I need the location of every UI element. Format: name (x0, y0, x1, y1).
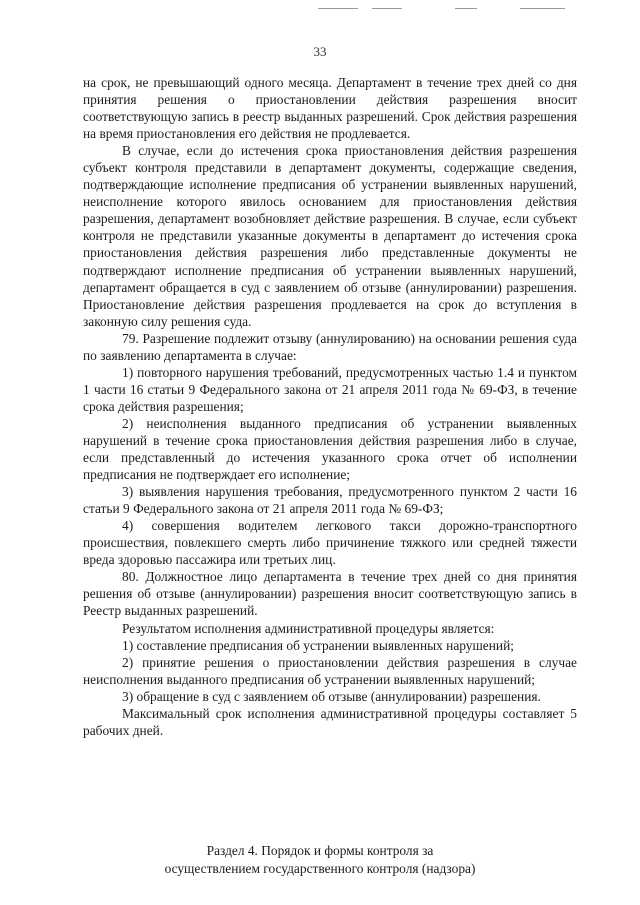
list-item: 1) повторного нарушения требований, предусмотренных частью 1.4 и пунктом 1 части 16 статьи 9 Федерального закона от 21 апреля 2011 года № 69-ФЗ, в течение срока действия разрешения; (83, 364, 577, 414)
page-number: 33 (313, 44, 327, 59)
list-item: 4) совершения водителем легкового такси дорожно-транспортного происшествия, повлекшего смерть либо причинение тяжкого или средней тяжести вреда здоровью пассажира или третьих лиц. (83, 518, 577, 568)
scan-artifact-line (372, 8, 402, 9)
list-item: 2) неисполнения выданного предписания об устранении выявленных нарушений в течение срока приостановления действия разрешения либо в случае, если представленный до истечения указанного срока отчет об исполнении предписания не подтверждает его исполнение; (83, 415, 577, 483)
paragraph-clause-80: 80. Должностное лицо департамента в течение трех дней со дня принятия решения об отзыве (аннулировании) разрешения вносит соответствующую запись в Реестр выданных разрешений. (83, 569, 577, 619)
list-item: 3) обращение в суд с заявлением об отзыве (аннулировании) разрешения. (122, 688, 541, 704)
list-item: 3) выявления нарушения требования, предусмотренного пунктом 2 части 16 статьи 9 Федерального закона от 21 апреля 2011 года № 69-ФЗ; (83, 484, 577, 517)
scan-artifact-line (318, 8, 358, 9)
paragraph-clause-79: 79. Разрешение подлежит отзыву (аннулированию) на основании решения суда по заявлению департамента в случае: (83, 330, 577, 363)
section-heading-line-1: Раздел 4. Порядок и формы контроля за (206, 843, 434, 858)
scan-artifact-line (455, 8, 477, 9)
document-body (83, 74, 577, 739)
paragraph: Результатом исполнения административной процедуры является: (122, 620, 495, 636)
list-item: 2) принятие решения о приостановлении действия разрешения в случае неисполнения выданного предписания об устранении выявленных нарушений; (83, 654, 577, 687)
scan-artifact-line (520, 8, 565, 9)
list-item: 1) составление предписания об устранении выявленных нарушений; (122, 637, 514, 653)
section-heading-line-2: осуществлением государственного контроля (надзора) (164, 861, 476, 876)
paragraph: В случае, если до истечения срока приостановления действия разрешения субъект контроля представили в департамент документы, содержащие сведения, подтверждающие исполнение предписания об устранении выявленных нарушений, неисполнение которого явилось основанием для приостановления действия разрешения, департамент возобновляет действие разрешения. В случае, если субъект контроля не представили указанные документы в департамент до истечения срока приостановления действия разрешения либо представленные документы не подтверждают исполнение предписания об устранении выявленных нарушений, департамент обращается в суд с заявлением об отзыве (аннулировании) разрешения. Приостановление действия разрешения продлевается на срок до вступления в законную силу решения суда. (83, 143, 577, 329)
paragraph: Максимальный срок исполнения административной процедуры составляет 5 рабочих дней. (83, 705, 577, 738)
paragraph-continuation: на срок, не превышающий одного месяца. Департамент в течение трех дней со дня принятия решения о приостановлении действия разрешения вносит соответствующую запись в реестр выданных разрешений. Срок действия разрешения на время приостановления его действия не продлевается. (83, 75, 577, 142)
